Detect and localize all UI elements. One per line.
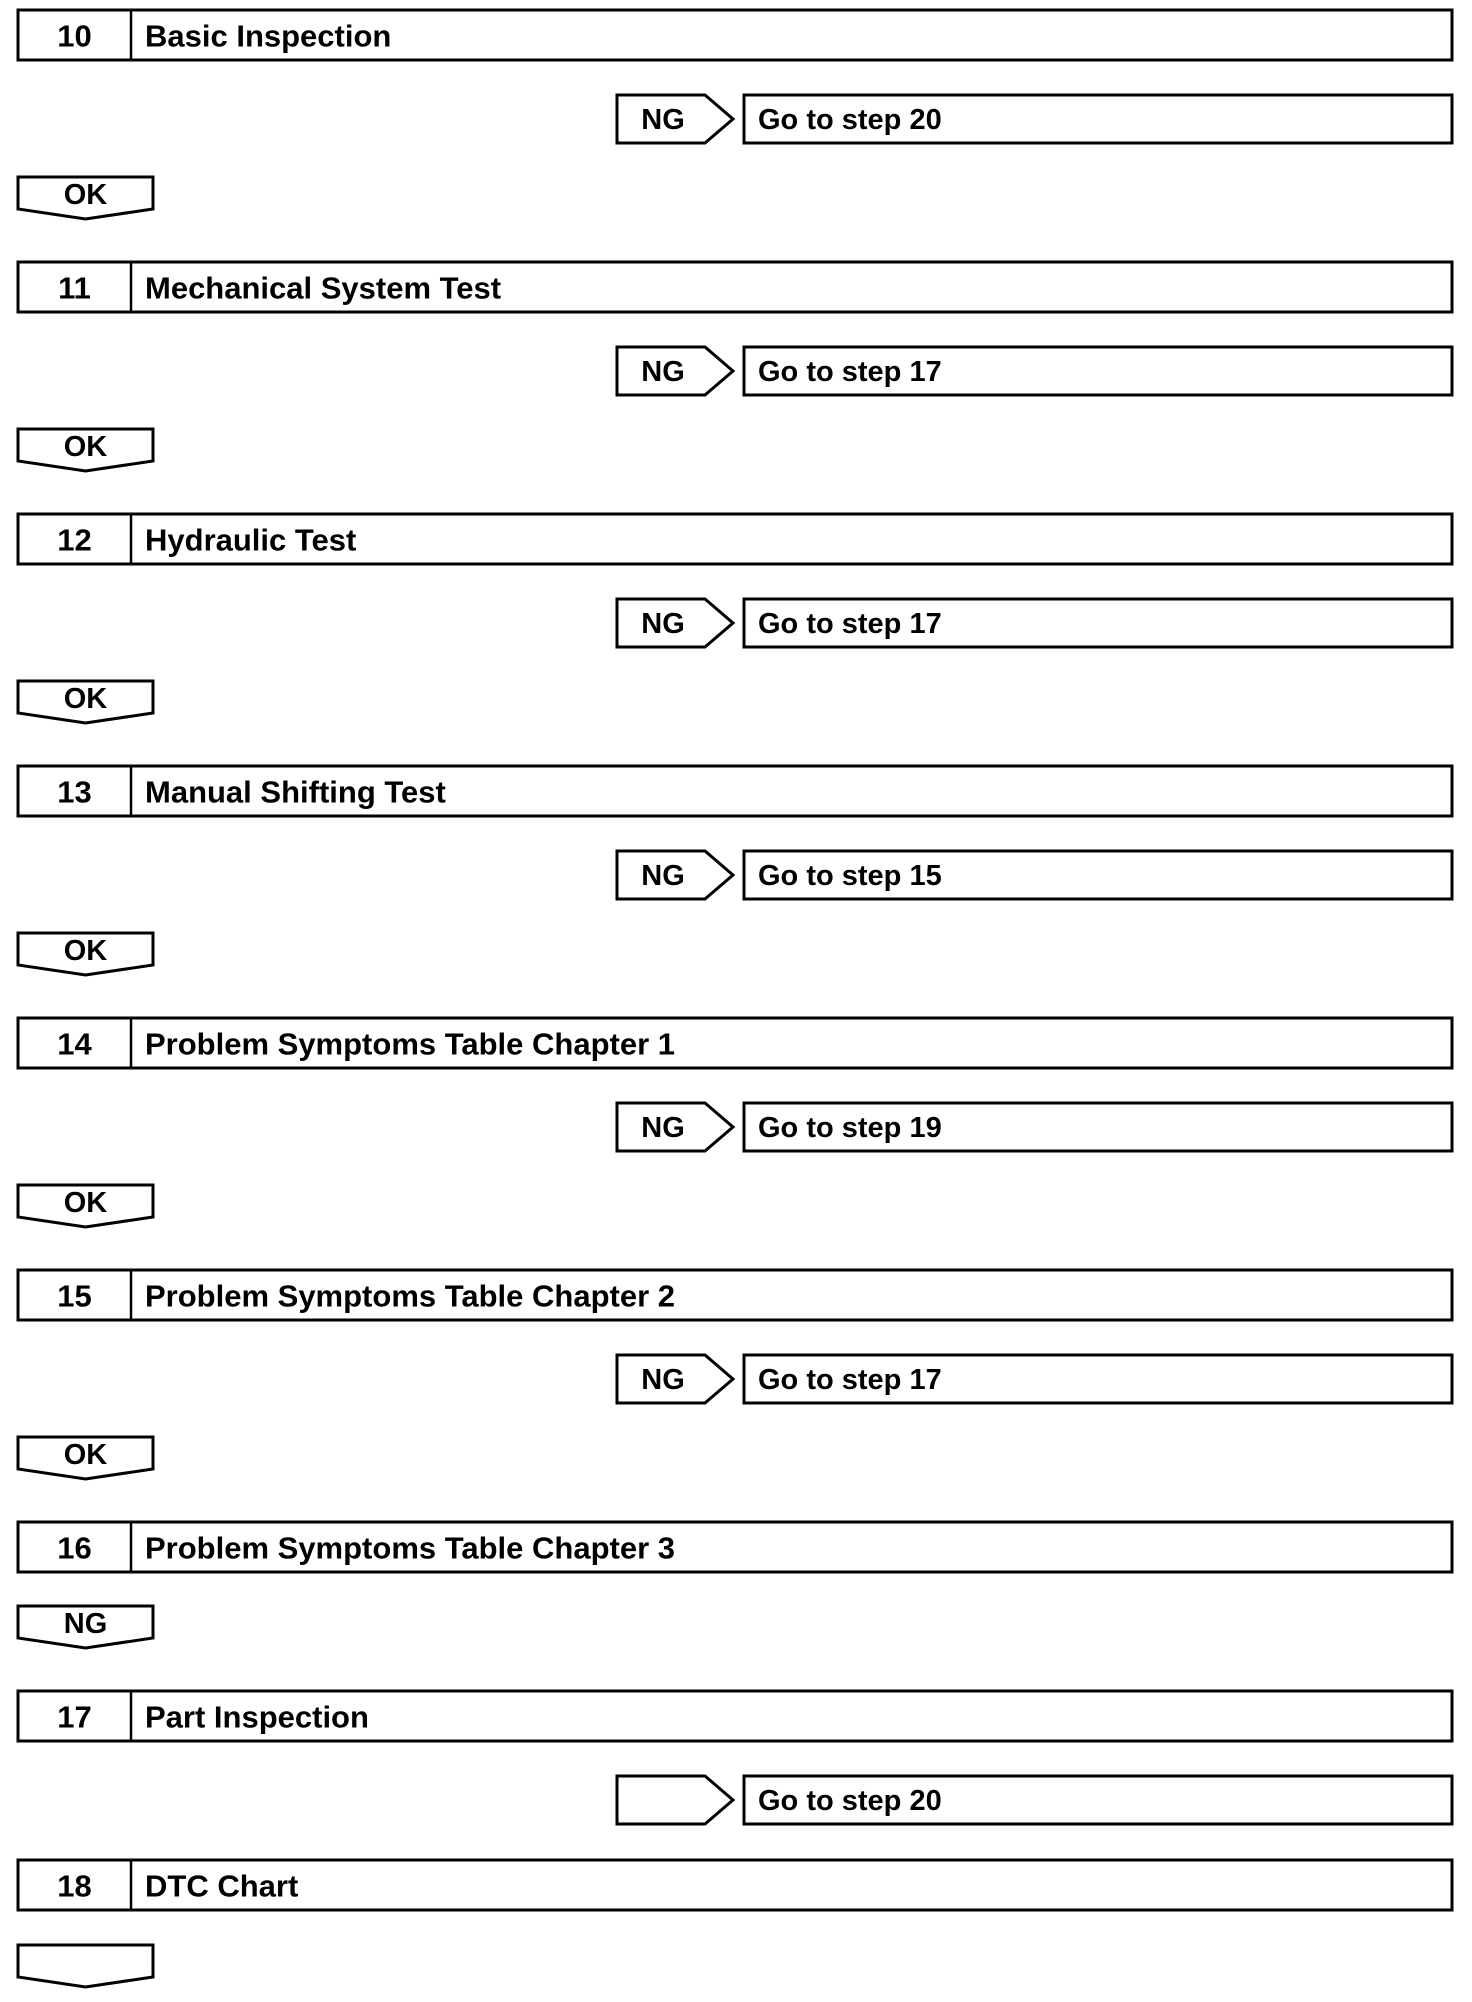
ng-branch-label: NG xyxy=(641,1112,685,1144)
flow-step-17 xyxy=(18,1691,1452,1824)
step-title: Manual Shifting Test xyxy=(145,774,446,810)
ng-branch-label: NG xyxy=(641,608,685,640)
ng-branch-label: NG xyxy=(641,1364,685,1396)
down-arrow-label: NG xyxy=(63,1608,108,1640)
step-number: 17 xyxy=(57,1699,92,1735)
flow-step-18 xyxy=(18,1860,1452,1987)
down-arrow-label: OK xyxy=(63,1187,108,1219)
flow-step-13 xyxy=(18,766,1452,975)
flow-step-15 xyxy=(18,1270,1452,1479)
ng-target-text: Go to step 17 xyxy=(758,1364,942,1396)
flow-step-14 xyxy=(18,1018,1452,1227)
step-title: Problem Symptoms Table Chapter 1 xyxy=(145,1026,675,1062)
flow-step-11 xyxy=(18,262,1452,471)
step-title: Hydraulic Test xyxy=(145,522,357,558)
down-arrow-label: OK xyxy=(63,431,108,463)
down-arrow-label: OK xyxy=(63,179,108,211)
ng-target-text: Go to step 17 xyxy=(758,356,942,388)
down-arrow xyxy=(18,1945,153,1987)
ng-branch-label: NG xyxy=(641,104,685,136)
step-number: 15 xyxy=(57,1278,92,1314)
step-number: 16 xyxy=(57,1530,92,1566)
step-title: Problem Symptoms Table Chapter 2 xyxy=(145,1278,675,1314)
step-title: Problem Symptoms Table Chapter 3 xyxy=(145,1530,675,1566)
step-number: 13 xyxy=(57,774,92,810)
ng-target-text: Go to step 17 xyxy=(758,608,942,640)
ng-branch-pointer xyxy=(617,1776,733,1824)
ng-branch-label: NG xyxy=(641,860,685,892)
step-title: Basic Inspection xyxy=(145,18,392,54)
down-arrow-label: OK xyxy=(63,935,108,967)
ng-target-text: Go to step 19 xyxy=(758,1112,942,1144)
step-number: 11 xyxy=(58,270,91,306)
down-arrow-label: OK xyxy=(63,683,108,715)
flow-step-10 xyxy=(18,10,1452,219)
ng-target-text: Go to step 15 xyxy=(758,860,942,892)
step-number: 10 xyxy=(57,18,92,54)
ng-target-text: Go to step 20 xyxy=(758,104,942,136)
down-arrow-label: OK xyxy=(63,1439,108,1471)
step-number: 18 xyxy=(57,1868,92,1904)
step-title: Part Inspection xyxy=(145,1699,369,1735)
step-title: Mechanical System Test xyxy=(145,270,502,306)
step-number: 12 xyxy=(57,522,92,558)
step-title: DTC Chart xyxy=(145,1868,299,1904)
ng-branch-label: NG xyxy=(641,356,685,388)
flow-step-16 xyxy=(18,1522,1452,1648)
flow-step-12 xyxy=(18,514,1452,723)
ng-target-text: Go to step 20 xyxy=(758,1785,942,1817)
step-number: 14 xyxy=(57,1026,92,1062)
